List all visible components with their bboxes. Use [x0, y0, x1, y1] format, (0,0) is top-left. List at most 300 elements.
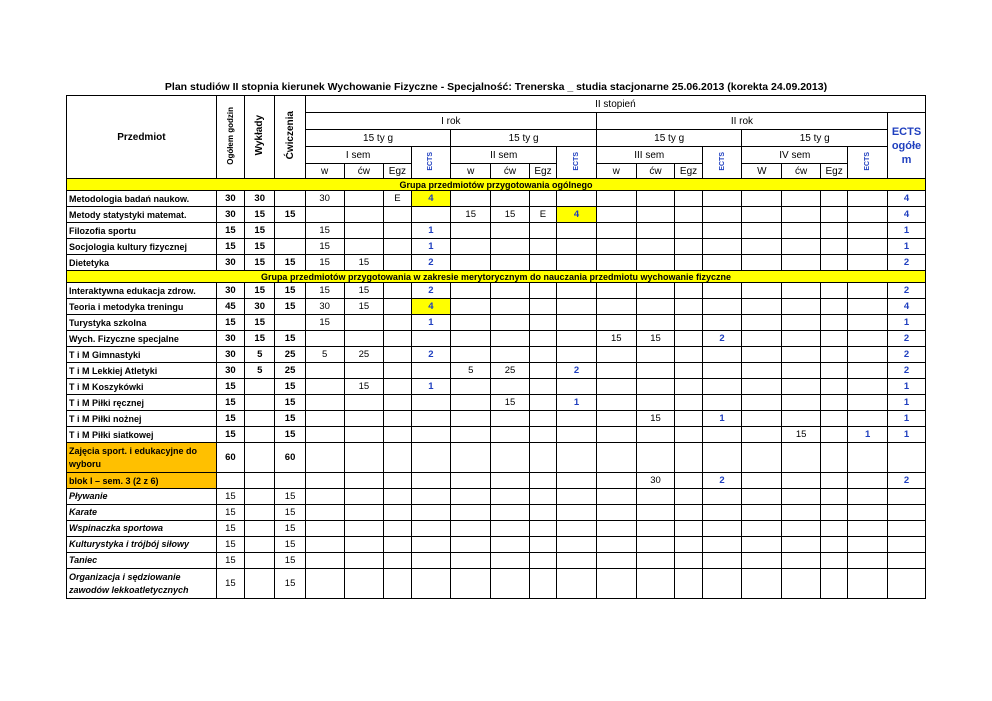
- semester-cell-s1w: [305, 443, 344, 473]
- table-row: [67, 489, 926, 505]
- semester-cell-s3x: 1: [702, 411, 742, 427]
- total-hours-cell: 60: [216, 443, 244, 473]
- exercises-cell: 15: [275, 505, 305, 521]
- semester-cell-s4e: [820, 411, 847, 427]
- semester-cell-s1e: [384, 379, 411, 395]
- table-row: [67, 473, 926, 489]
- semester-cell-s1c: [344, 473, 384, 489]
- semester-cell-s4e: [820, 331, 847, 347]
- header-cw-1: ćw: [344, 164, 384, 179]
- exercises-cell: 15: [275, 427, 305, 443]
- semester-cell-s4w: [742, 315, 782, 331]
- total-hours-cell: 15: [216, 553, 244, 569]
- semester-cell-s1x: [411, 537, 451, 553]
- semester-cell-s3x: [702, 191, 742, 207]
- semester-cell-s2x: [557, 569, 597, 599]
- semester-cell-s1x: [411, 553, 451, 569]
- exercises-cell: [275, 473, 305, 489]
- lectures-cell: 15: [245, 223, 275, 239]
- semester-cell-s4x: [848, 443, 888, 473]
- semester-cell-s3e: [675, 553, 702, 569]
- header-sem-2: II sem: [451, 147, 557, 164]
- semester-cell-s3c: [636, 521, 675, 537]
- header-weeks-3: 15 ty g: [596, 130, 742, 147]
- semester-cell-s3w: [596, 299, 636, 315]
- header-year-1: I rok: [305, 113, 596, 130]
- exercises-cell: 15: [275, 283, 305, 299]
- subject-name: Interaktywna edukacja zdrow.: [67, 283, 217, 299]
- semester-cell-s3e: [675, 283, 702, 299]
- semester-cell-s2w: [451, 331, 491, 347]
- semester-cell-s3w: [596, 473, 636, 489]
- ects-total-cell: [888, 505, 926, 521]
- exercises-cell: 25: [275, 363, 305, 379]
- semester-cell-s3c: [636, 255, 675, 271]
- semester-cell-s2e: [529, 363, 556, 379]
- semester-cell-s4w: [742, 347, 782, 363]
- semester-cell-s4c: [782, 489, 821, 505]
- header-ects-sem-3: ECTS: [702, 147, 742, 179]
- header-sem-4: IV sem: [742, 147, 848, 164]
- semester-cell-s4c: [782, 191, 821, 207]
- semester-cell-s1x: [411, 569, 451, 599]
- semester-cell-s1x: 4: [411, 299, 451, 315]
- page-title: Plan studiów II stopnia kierunek Wychowanie Fizyczne - Specjalność: Trenerska _ studia stacjonarne 25.06.2013 (korekta 24.09.2013): [164, 81, 828, 93]
- header-ects-sem-2: ECTS: [557, 147, 597, 179]
- semester-cell-s2x: [557, 505, 597, 521]
- semester-cell-s4w: [742, 299, 782, 315]
- semester-cell-s3w: [596, 569, 636, 599]
- header-egz-2: Egz: [529, 164, 556, 179]
- semester-cell-s2e: [529, 569, 556, 599]
- exercises-cell: 15: [275, 331, 305, 347]
- header-lectures: Wykłady: [245, 96, 275, 179]
- semester-cell-s2x: [557, 255, 597, 271]
- semester-cell-s2c: [491, 411, 530, 427]
- semester-cell-s3w: [596, 223, 636, 239]
- ects-total-cell: [888, 443, 926, 473]
- semester-cell-s1c: [344, 411, 384, 427]
- semester-cell-s3c: 30: [636, 473, 675, 489]
- table-row: [67, 207, 926, 223]
- semester-cell-s4w: [742, 363, 782, 379]
- subject-name: Socjologia kultury fizycznej: [67, 239, 217, 255]
- semester-cell-s3e: [675, 505, 702, 521]
- exercises-cell: 60: [275, 443, 305, 473]
- semester-cell-s2w: [451, 239, 491, 255]
- semester-cell-s2c: [491, 239, 530, 255]
- semester-cell-s2e: [529, 473, 556, 489]
- semester-cell-s4x: [848, 239, 888, 255]
- semester-cell-s4x: [848, 299, 888, 315]
- table-row: [67, 315, 926, 331]
- semester-cell-s2w: [451, 315, 491, 331]
- semester-cell-s4w: [742, 379, 782, 395]
- ects-total-cell: 2: [888, 283, 926, 299]
- semester-cell-s2x: [557, 379, 597, 395]
- lectures-cell: [245, 553, 275, 569]
- subject-name: Teoria i metodyka treningu: [67, 299, 217, 315]
- semester-cell-s1c: [344, 489, 384, 505]
- semester-cell-s1x: [411, 473, 451, 489]
- semester-cell-s3c: [636, 569, 675, 599]
- semester-cell-s1c: [344, 443, 384, 473]
- subject-name: T i M Lekkiej Atletyki: [67, 363, 217, 379]
- semester-cell-s1c: [344, 331, 384, 347]
- header-egz-4: Egz: [820, 164, 847, 179]
- semester-cell-s4x: [848, 363, 888, 379]
- lectures-cell: [245, 427, 275, 443]
- total-hours-cell: 15: [216, 239, 244, 255]
- semester-cell-s3e: [675, 191, 702, 207]
- table-row: [67, 223, 926, 239]
- semester-cell-s4c: [782, 315, 821, 331]
- header-ects-sem-1: ECTS: [411, 147, 451, 179]
- semester-cell-s2w: [451, 223, 491, 239]
- exercises-cell: 15: [275, 299, 305, 315]
- subject-name: Organizacja i sędziowanie zawodów lekkoatletycznych: [67, 569, 217, 599]
- total-hours-cell: 30: [216, 347, 244, 363]
- semester-cell-s1e: [384, 569, 411, 599]
- semester-cell-s2w: [451, 395, 491, 411]
- semester-cell-s3x: [702, 489, 742, 505]
- semester-cell-s2e: [529, 255, 556, 271]
- semester-cell-s4c: [782, 331, 821, 347]
- table-row: [67, 443, 926, 473]
- semester-cell-s1c: [344, 537, 384, 553]
- semester-cell-s2e: [529, 489, 556, 505]
- semester-cell-s2c: [491, 283, 530, 299]
- semester-cell-s4w: [742, 569, 782, 599]
- semester-cell-s2w: [451, 443, 491, 473]
- total-hours-cell: 15: [216, 537, 244, 553]
- semester-cell-s4c: [782, 521, 821, 537]
- ects-total-cell: 2: [888, 363, 926, 379]
- semester-cell-s3w: [596, 521, 636, 537]
- ects-total-cell: 1: [888, 411, 926, 427]
- semester-cell-s3e: [675, 363, 702, 379]
- lectures-cell: 15: [245, 331, 275, 347]
- semester-cell-s1x: [411, 411, 451, 427]
- semester-cell-s3w: [596, 505, 636, 521]
- header-egz-3: Egz: [675, 164, 702, 179]
- semester-cell-s3e: [675, 411, 702, 427]
- semester-cell-s1x: 1: [411, 379, 451, 395]
- semester-cell-s1w: [305, 411, 344, 427]
- total-hours-cell: 15: [216, 395, 244, 411]
- subject-name: Turystyka szkolna: [67, 315, 217, 331]
- lectures-cell: 30: [245, 299, 275, 315]
- semester-cell-s2w: [451, 191, 491, 207]
- semester-cell-s4x: [848, 347, 888, 363]
- semester-cell-s3e: [675, 489, 702, 505]
- semester-cell-s4e: [820, 207, 847, 223]
- semester-cell-s2c: [491, 331, 530, 347]
- total-hours-cell: 15: [216, 379, 244, 395]
- semester-cell-s3c: [636, 443, 675, 473]
- semester-cell-s2e: [529, 191, 556, 207]
- semester-cell-s3e: [675, 427, 702, 443]
- semester-cell-s1e: [384, 347, 411, 363]
- lectures-cell: 15: [245, 255, 275, 271]
- semester-cell-s1x: 2: [411, 347, 451, 363]
- semester-cell-s3e: [675, 223, 702, 239]
- header-w-4: W: [742, 164, 782, 179]
- semester-cell-s4w: [742, 207, 782, 223]
- semester-cell-s1w: [305, 553, 344, 569]
- semester-cell-s2w: [451, 299, 491, 315]
- total-hours-cell: 15: [216, 521, 244, 537]
- ects-total-cell: 1: [888, 395, 926, 411]
- semester-cell-s1c: 25: [344, 347, 384, 363]
- semester-cell-s2x: [557, 443, 597, 473]
- subject-name: T i M Piłki ręcznej: [67, 395, 217, 411]
- semester-cell-s2x: 1: [557, 395, 597, 411]
- lectures-cell: [245, 537, 275, 553]
- semester-cell-s3w: 15: [596, 331, 636, 347]
- total-hours-cell: [216, 473, 244, 489]
- semester-cell-s4w: [742, 331, 782, 347]
- ects-total-cell: 4: [888, 207, 926, 223]
- group-header-content: Grupa przedmiotów przygotowania w zakresie merytorycznym do nauczania przedmiotu wychowanie fizyczne: [67, 271, 926, 283]
- semester-cell-s3x: [702, 347, 742, 363]
- semester-cell-s4x: [848, 395, 888, 411]
- semester-cell-s3c: [636, 489, 675, 505]
- semester-cell-s1e: [384, 239, 411, 255]
- semester-cell-s4c: [782, 537, 821, 553]
- semester-cell-s4e: [820, 569, 847, 599]
- semester-cell-s1e: [384, 315, 411, 331]
- semester-cell-s2c: [491, 569, 530, 599]
- semester-cell-s1x: 2: [411, 255, 451, 271]
- semester-cell-s2x: [557, 553, 597, 569]
- semester-cell-s2x: [557, 283, 597, 299]
- semester-cell-s1e: [384, 255, 411, 271]
- header-ects-total: ECTS ogółe m: [888, 113, 926, 179]
- subject-name: Metody statystyki matemat.: [67, 207, 217, 223]
- semester-cell-s3w: [596, 411, 636, 427]
- table-row: [67, 255, 926, 271]
- semester-cell-s3w: [596, 489, 636, 505]
- semester-cell-s3e: [675, 473, 702, 489]
- table-row: [67, 427, 926, 443]
- table-row: [67, 191, 926, 207]
- semester-cell-s3c: [636, 223, 675, 239]
- semester-cell-s4c: [782, 569, 821, 599]
- semester-cell-s4w: [742, 283, 782, 299]
- lectures-cell: 15: [245, 239, 275, 255]
- header-sem-3: III sem: [596, 147, 702, 164]
- ects-total-cell: [888, 569, 926, 599]
- subject-name: Dietetyka: [67, 255, 217, 271]
- semester-cell-s4e: [820, 299, 847, 315]
- subject-name: Wspinaczka sportowa: [67, 521, 217, 537]
- header-cw-3: ćw: [636, 164, 675, 179]
- semester-cell-s2w: [451, 537, 491, 553]
- semester-cell-s2c: [491, 521, 530, 537]
- semester-cell-s3x: [702, 379, 742, 395]
- semester-cell-s2w: [451, 283, 491, 299]
- ects-total-cell: [888, 489, 926, 505]
- total-hours-cell: 15: [216, 505, 244, 521]
- table-row: [67, 283, 926, 299]
- semester-cell-s3c: [636, 427, 675, 443]
- semester-cell-s2w: 15: [451, 207, 491, 223]
- lectures-cell: 15: [245, 207, 275, 223]
- subject-name: Filozofia sportu: [67, 223, 217, 239]
- semester-cell-s4c: [782, 223, 821, 239]
- semester-cell-s4c: [782, 379, 821, 395]
- semester-cell-s2w: [451, 553, 491, 569]
- semester-cell-s2w: [451, 521, 491, 537]
- total-hours-cell: 15: [216, 569, 244, 599]
- semester-cell-s4c: [782, 363, 821, 379]
- semester-cell-s3c: [636, 553, 675, 569]
- semester-cell-s3x: [702, 521, 742, 537]
- lectures-cell: 15: [245, 315, 275, 331]
- semester-cell-s2e: [529, 427, 556, 443]
- semester-cell-s3c: 15: [636, 331, 675, 347]
- semester-cell-s4x: [848, 489, 888, 505]
- semester-cell-s3w: [596, 537, 636, 553]
- exercises-cell: 15: [275, 255, 305, 271]
- semester-cell-s2w: [451, 411, 491, 427]
- semester-cell-s4x: [848, 411, 888, 427]
- semester-cell-s2x: [557, 521, 597, 537]
- semester-cell-s1c: [344, 191, 384, 207]
- header-exercises: Ćwiczenia: [275, 96, 305, 179]
- semester-cell-s1c: [344, 223, 384, 239]
- semester-cell-s4x: [848, 255, 888, 271]
- semester-cell-s3e: [675, 347, 702, 363]
- semester-cell-s1e: [384, 473, 411, 489]
- semester-cell-s2e: [529, 521, 556, 537]
- semester-cell-s1e: [384, 505, 411, 521]
- semester-cell-s3w: [596, 191, 636, 207]
- semester-cell-s1e: [384, 299, 411, 315]
- semester-cell-s2c: [491, 255, 530, 271]
- semester-cell-s3w: [596, 553, 636, 569]
- exercises-cell: 15: [275, 489, 305, 505]
- semester-cell-s4e: [820, 379, 847, 395]
- table-row: [67, 331, 926, 347]
- semester-cell-s4e: [820, 505, 847, 521]
- semester-cell-s3c: [636, 315, 675, 331]
- semester-cell-s1e: [384, 537, 411, 553]
- semester-cell-s2x: [557, 315, 597, 331]
- semester-cell-s4e: [820, 521, 847, 537]
- subject-name: T i M Koszykówki: [67, 379, 217, 395]
- semester-cell-s1w: [305, 473, 344, 489]
- exercises-cell: 15: [275, 553, 305, 569]
- header-weeks-2: 15 ty g: [451, 130, 597, 147]
- table-row: [67, 239, 926, 255]
- semester-cell-s3x: [702, 223, 742, 239]
- semester-cell-s3w: [596, 315, 636, 331]
- semester-cell-s2e: [529, 331, 556, 347]
- semester-cell-s1x: 2: [411, 283, 451, 299]
- ects-total-cell: 4: [888, 299, 926, 315]
- semester-cell-s1w: 15: [305, 223, 344, 239]
- semester-cell-s4e: [820, 395, 847, 411]
- ects-total-cell: 2: [888, 347, 926, 363]
- semester-cell-s3x: [702, 283, 742, 299]
- semester-cell-s1e: [384, 283, 411, 299]
- exercises-cell: [275, 315, 305, 331]
- semester-cell-s1w: [305, 427, 344, 443]
- semester-cell-s1c: 15: [344, 283, 384, 299]
- semester-cell-s3c: [636, 505, 675, 521]
- total-hours-cell: 15: [216, 315, 244, 331]
- table-row: [67, 395, 926, 411]
- semester-cell-s2e: [529, 283, 556, 299]
- subject-name: blok I – sem. 3 (2 z 6): [67, 473, 217, 489]
- semester-cell-s3x: 2: [702, 473, 742, 489]
- table-row: [67, 521, 926, 537]
- semester-cell-s2c: [491, 379, 530, 395]
- subject-name: Kulturystyka i trójbój siłowy: [67, 537, 217, 553]
- semester-cell-s1e: [384, 553, 411, 569]
- semester-cell-s4e: [820, 473, 847, 489]
- subject-name: Wych. Fizyczne specjalne: [67, 331, 217, 347]
- semester-cell-s4e: [820, 553, 847, 569]
- lectures-cell: [245, 521, 275, 537]
- semester-cell-s2w: 5: [451, 363, 491, 379]
- semester-cell-s3e: [675, 315, 702, 331]
- semester-cell-s2x: [557, 347, 597, 363]
- table-row: [67, 363, 926, 379]
- semester-cell-s3c: [636, 537, 675, 553]
- total-hours-cell: 30: [216, 207, 244, 223]
- semester-cell-s4c: [782, 255, 821, 271]
- subject-name: T i M Piłki nożnej: [67, 411, 217, 427]
- semester-cell-s3w: [596, 207, 636, 223]
- semester-cell-s4x: [848, 521, 888, 537]
- subject-name: Karate: [67, 505, 217, 521]
- semester-cell-s4e: [820, 489, 847, 505]
- semester-cell-s2c: [491, 315, 530, 331]
- header-subject: Przedmiot: [67, 96, 217, 179]
- semester-cell-s3w: [596, 363, 636, 379]
- lectures-cell: 5: [245, 363, 275, 379]
- semester-cell-s4x: [848, 207, 888, 223]
- semester-cell-s2w: [451, 347, 491, 363]
- exercises-cell: [275, 223, 305, 239]
- semester-cell-s1c: [344, 363, 384, 379]
- semester-cell-s2c: [491, 223, 530, 239]
- total-hours-cell: 45: [216, 299, 244, 315]
- semester-cell-s4x: [848, 223, 888, 239]
- semester-cell-s2c: 25: [491, 363, 530, 379]
- semester-cell-s4x: [848, 537, 888, 553]
- semester-cell-s4e: [820, 283, 847, 299]
- header-weeks-4: 15 ty g: [742, 130, 888, 147]
- semester-cell-s4c: [782, 347, 821, 363]
- semester-cell-s1w: [305, 363, 344, 379]
- semester-cell-s2w: [451, 255, 491, 271]
- lectures-cell: [245, 473, 275, 489]
- lectures-cell: [245, 443, 275, 473]
- semester-cell-s2x: [557, 239, 597, 255]
- semester-cell-s4e: [820, 191, 847, 207]
- semester-cell-s4w: [742, 239, 782, 255]
- semester-cell-s1x: [411, 395, 451, 411]
- lectures-cell: [245, 411, 275, 427]
- ects-total-cell: 4: [888, 191, 926, 207]
- semester-cell-s4c: [782, 395, 821, 411]
- semester-cell-s3c: [636, 395, 675, 411]
- semester-cell-s2x: [557, 331, 597, 347]
